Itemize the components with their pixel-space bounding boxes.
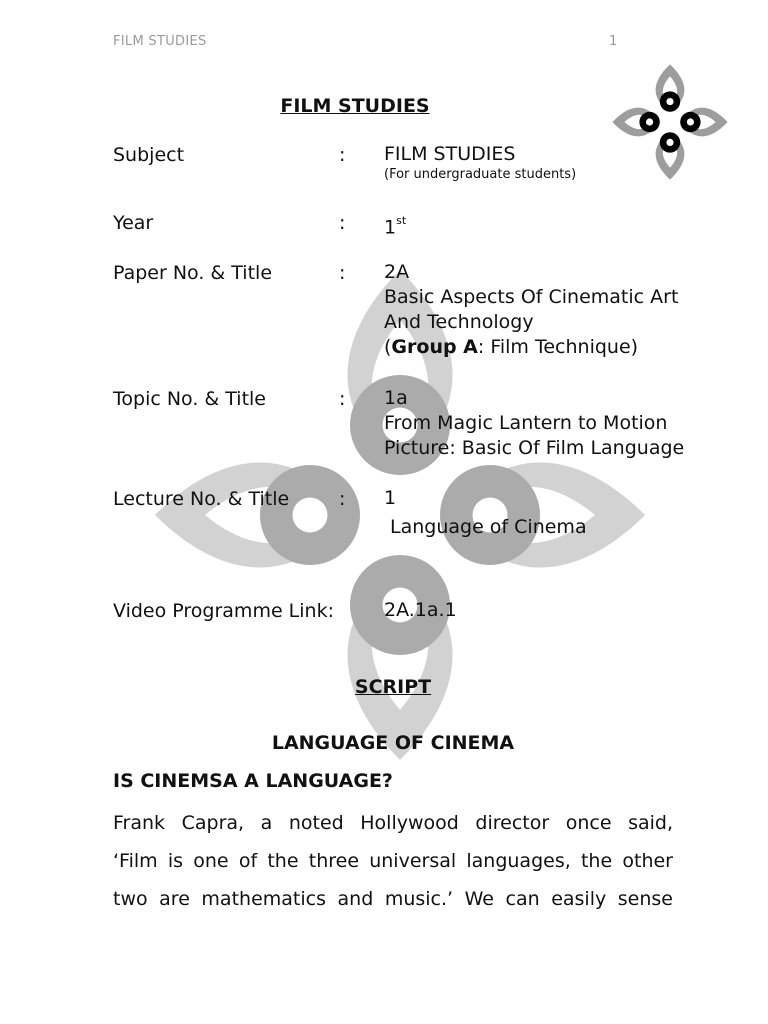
year-label: Year xyxy=(113,212,154,234)
lecture-value xyxy=(384,486,587,540)
year-colon: : xyxy=(339,212,346,234)
script-heading: SCRIPT xyxy=(354,676,432,698)
paper-label: Paper No. & Title xyxy=(113,262,273,284)
subject-value-text: FILM STUDIES xyxy=(384,143,516,165)
flower-emblem-logo-icon xyxy=(610,62,730,182)
page-number: 1 xyxy=(609,34,618,49)
section-heading: LANGUAGE OF CINEMA xyxy=(271,732,515,754)
body-paragraph xyxy=(113,804,673,918)
year-suffix: st xyxy=(396,214,407,227)
year-value xyxy=(384,210,406,240)
question-heading: IS CINEMSA A LANGUAGE? xyxy=(113,770,393,792)
paper-group-bold: Group A xyxy=(391,336,478,358)
topic-title-line1: From Magic Lantern to Motion xyxy=(384,412,668,434)
lecture-colon: : xyxy=(339,488,346,510)
subject-value xyxy=(384,142,576,183)
paper-number: 2A xyxy=(384,261,410,283)
subject-colon: : xyxy=(339,144,346,166)
paragraph-line-1: Frank Capra, a noted Hollywood director once said, xyxy=(113,812,673,834)
lecture-label: Lecture No. & Title xyxy=(113,488,290,510)
paragraph-line-3: two are mathematics and music.’ We can easily sense xyxy=(113,888,673,910)
topic-value xyxy=(384,386,684,461)
video-link-value: 2A.1a.1 xyxy=(384,599,457,621)
paper-colon: : xyxy=(339,262,346,284)
lecture-number: 1 xyxy=(384,487,397,509)
running-header-title: FILM STUDIES xyxy=(113,34,207,49)
year-number: 1 xyxy=(384,216,397,239)
lecture-title: Language of Cinema xyxy=(390,516,587,538)
paragraph-line-2: ‘Film is one of the three universal languages, the other xyxy=(113,850,673,872)
topic-number: 1a xyxy=(384,387,408,409)
paper-value xyxy=(384,260,678,360)
paper-group-open: ( xyxy=(384,336,392,358)
topic-label: Topic No. & Title xyxy=(113,388,266,410)
paper-title-line2: And Technology xyxy=(384,311,534,333)
subject-label: Subject xyxy=(113,144,185,166)
subject-note: (For undergraduate students) xyxy=(384,167,577,182)
topic-title-line2: Picture: Basic Of Film Language xyxy=(384,437,685,459)
paper-group-rest: : Film Technique) xyxy=(477,336,639,358)
video-link-label: Video Programme Link: xyxy=(113,600,334,622)
topic-colon: : xyxy=(339,388,346,410)
paper-title-line1: Basic Aspects Of Cinematic Art xyxy=(384,286,679,308)
paper-group xyxy=(384,335,678,360)
document-title: FILM STUDIES xyxy=(280,95,430,117)
